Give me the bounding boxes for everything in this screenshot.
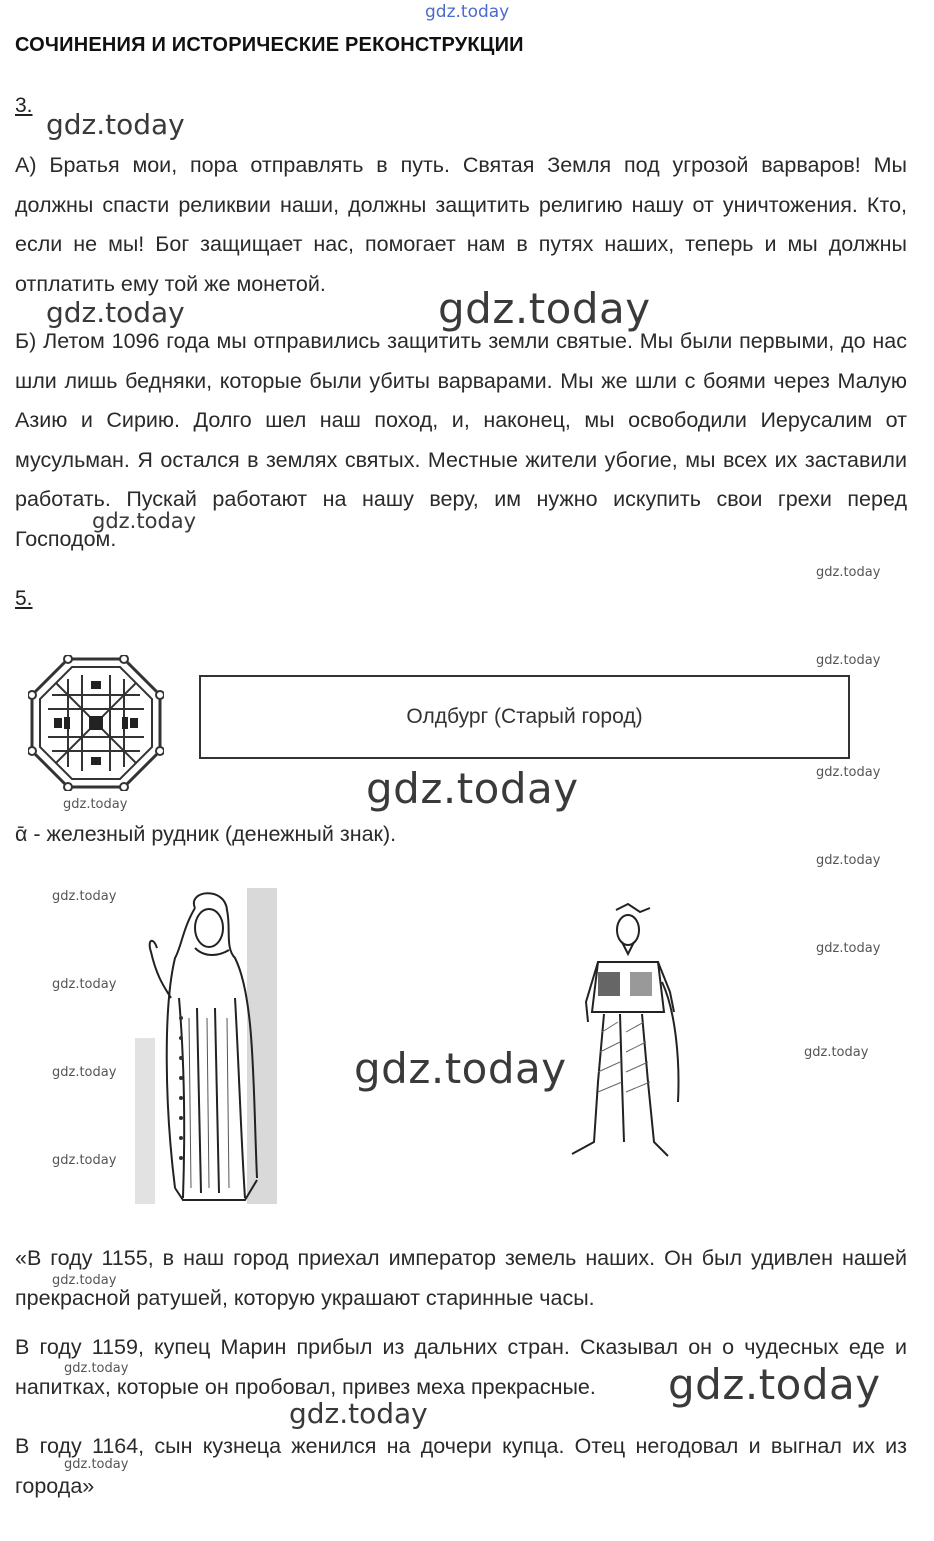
watermark: gdz.today [366, 764, 579, 813]
watermark: gdz.today [816, 941, 881, 956]
watermark: gdz.today [816, 853, 881, 868]
watermark: gdz.today [64, 1361, 129, 1376]
task-number-3: 3. [15, 94, 33, 117]
watermark: gdz.today [52, 1273, 117, 1288]
watermark: gdz.today [668, 1360, 881, 1409]
watermark: gdz.today [804, 1045, 869, 1060]
watermark: gdz.today [46, 108, 185, 141]
watermark: gdz.today [92, 509, 197, 533]
medieval-man-illustration [558, 902, 688, 1170]
watermark: gdz.today [63, 797, 128, 812]
watermark: gdz.today [52, 889, 117, 904]
chronicle-entry-3: В году 1164, сын кузнеца женился на дочери купца. Отец негодовал и выгнал их из города» [15, 1434, 907, 1498]
watermark: gdz.today [816, 765, 881, 780]
paragraph-a: А) Братья мои, пора отправлять в путь. Святая Земля под угрозой варваров! Мы должны спасти реликвии наши, должны защитить религию нашу от уничтожения. Кто, если не мы! Бог защищает нас, помогает нам в путях наших, теперь и мы должны отплатить ему той же монетой. [15, 153, 907, 296]
watermark: gdz.today [64, 1457, 129, 1472]
watermark: gdz.today [816, 565, 881, 580]
city-coin-illustration [28, 655, 164, 791]
task-number-5: 5. [15, 587, 33, 610]
watermark-top: gdz.today [425, 2, 510, 22]
chronicle-entry-1: «В году 1155, в наш город приехал император земель наших. Он был удивлен нашей прекрасной ратушей, которую украшают старинные часы. [15, 1246, 907, 1310]
paragraph-b: Б) Летом 1096 года мы отправились защитить земли святые. Мы были первыми, до нас шли лишь бедняки, которые были убиты варварами. Мы же шли с боями через Малую Азию и Сирию. Долго шел наш поход, и, наконец, мы освободили Иерусалим от мусульман. Я остался в землях святых. Местные жители убогие, мы всех их заставили работать. Пускай работают на нашу веру, им нужно искупить свои грехи перед Господом. [15, 329, 907, 551]
watermark: gdz.today [52, 977, 117, 992]
watermark: gdz.today [52, 1065, 117, 1080]
watermark: gdz.today [46, 296, 185, 329]
chronicle-entry-2: В году 1159, купец Марин прибыл из дальних стран. Сказывал он о чудесных еде и напитках, которые он пробовал, привез меха прекрасные. [15, 1335, 907, 1399]
city-name-box: Олдбург (Старый город) [199, 675, 850, 759]
watermark: gdz.today [289, 1397, 428, 1430]
page-title: СОЧИНЕНИЯ И ИСТОРИЧЕСКИЕ РЕКОНСТРУКЦИИ [15, 34, 524, 56]
watermark: gdz.today [354, 1044, 567, 1093]
medieval-woman-illustration [135, 888, 277, 1204]
watermark: gdz.today [816, 653, 881, 668]
coin-note: ᾱ - железный рудник (денежный знак). [15, 822, 397, 846]
watermark: gdz.today [438, 284, 651, 333]
watermark: gdz.today [52, 1153, 117, 1168]
